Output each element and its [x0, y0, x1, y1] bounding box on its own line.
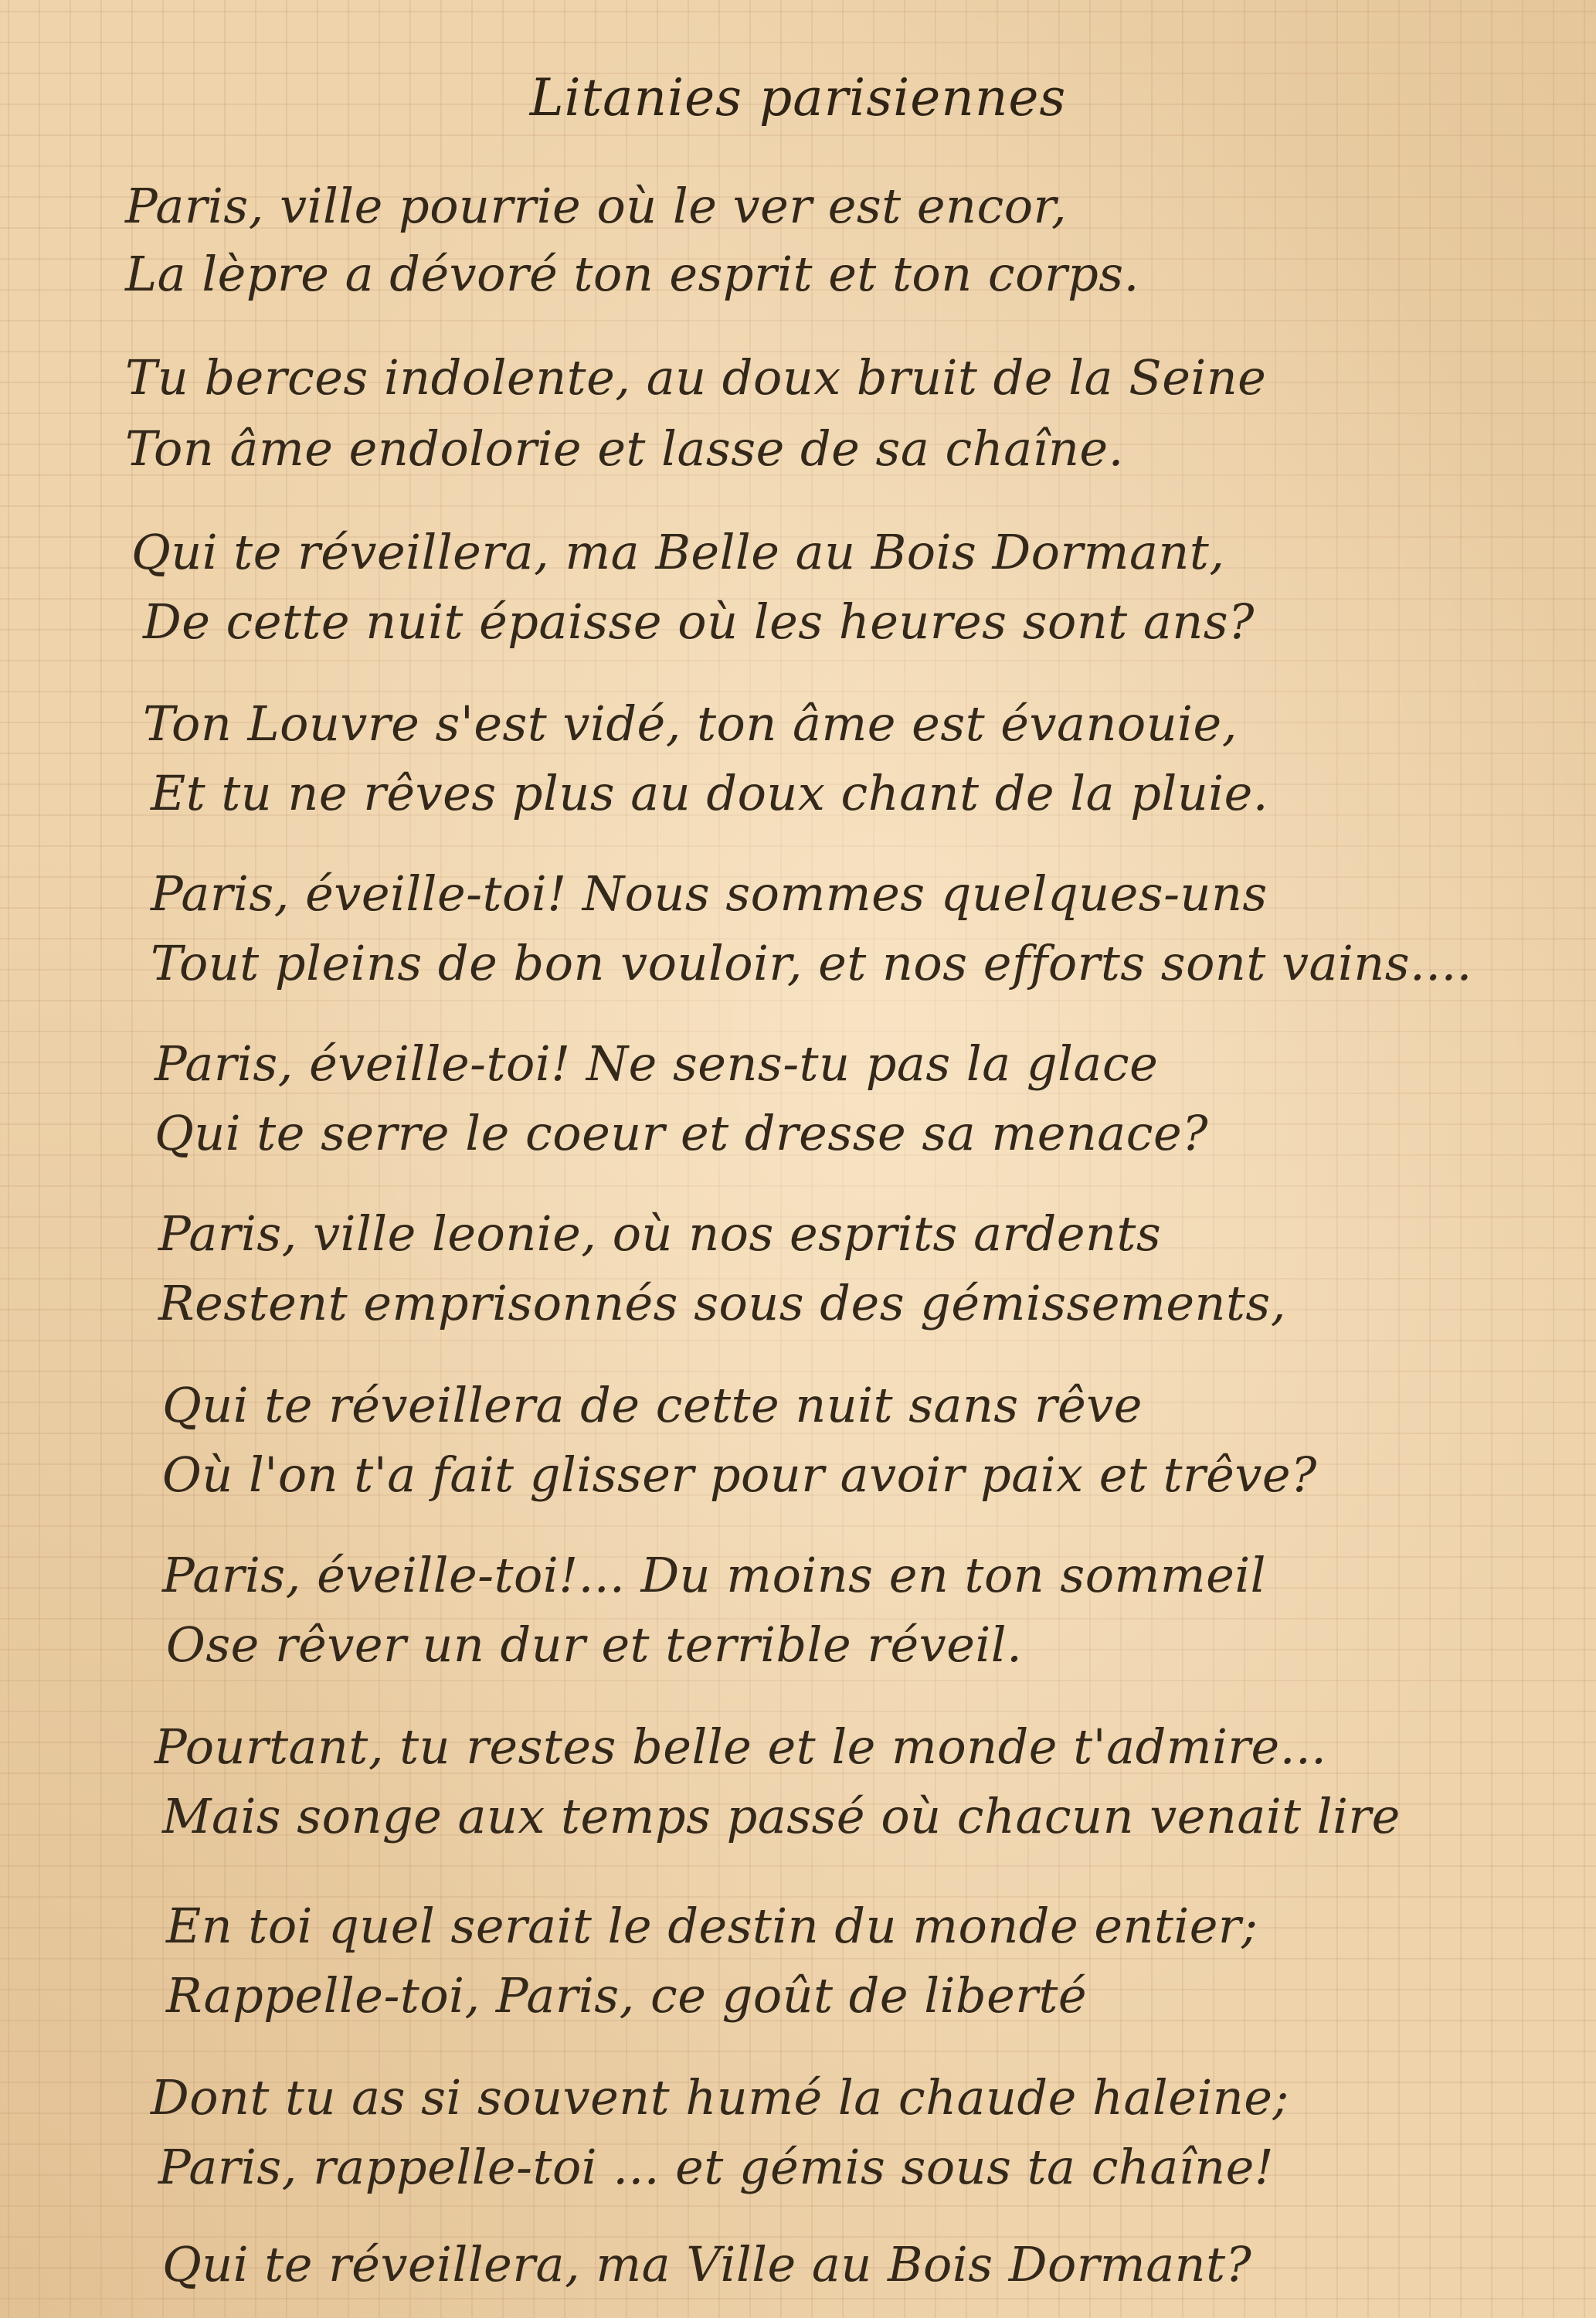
- verse-line: De cette nuit épaisse où les heures sont ans?: [143, 593, 1255, 650]
- verse-line: Paris, éveille-toi!... Du moins en ton sommeil: [162, 1547, 1266, 1603]
- verse-line: Qui te réveillera, ma Belle au Bois Dormant,: [131, 524, 1225, 580]
- verse-line: Paris, ville leonie, où nos esprits ardents: [158, 1205, 1162, 1262]
- verse-line: Paris, éveille-toi! Ne sens-tu pas la glace: [155, 1035, 1159, 1092]
- verse-line: En toi quel serait le destin du monde entier;: [166, 1898, 1258, 1954]
- verse-line: Mais songe aux temps passé où chacun venait lire: [162, 1788, 1401, 1844]
- verse-line: Où l'on t'a fait glisser pour avoir paix et trêve?: [162, 1446, 1317, 1503]
- verse-line: Ose rêver un dur et terrible réveil.: [166, 1616, 1023, 1673]
- verse-line: La lèpre a dévoré ton esprit et ton corps.: [125, 246, 1139, 302]
- verse-line: Dont tu as si souvent humé la chaude haleine;: [151, 2069, 1289, 2126]
- verse-line: Tu berces indolente, au doux bruit de la Seine: [125, 349, 1267, 406]
- verse-line: Qui te réveillera de cette nuit sans rêve: [162, 1377, 1143, 1433]
- verse-line: Restent emprisonnés sous des gémissements,: [158, 1275, 1286, 1331]
- verse-line: Rappelle-toi, Paris, ce goût de liberté: [166, 1967, 1088, 2024]
- verse-line: Tout pleins de bon vouloir, et nos efforts sont vains....: [151, 935, 1472, 991]
- verse-line: Qui te réveillera, ma Ville au Bois Dormant?: [162, 2236, 1252, 2293]
- verse-line: Ton Louvre s'est vidé, ton âme est évanouie,: [143, 695, 1238, 752]
- verse-line: Paris, ville pourrie où le ver est encor,: [125, 178, 1068, 234]
- verse-line: Paris, éveille-toi! Nous sommes quelques-uns: [151, 865, 1268, 922]
- verse-line: Et tu ne rêves plus au doux chant de la pluie.: [151, 765, 1268, 821]
- verse-line: Pourtant, tu restes belle et le monde t'admire...: [155, 1718, 1327, 1775]
- verse-line: Qui te serre le coeur et dresse sa menace?: [155, 1105, 1208, 1161]
- poem-title: Litanies parisiennes: [529, 68, 1067, 127]
- verse-line: Ton âme endolorie et lasse de sa chaîne.: [125, 420, 1124, 477]
- verse-line: Paris, rappelle-toi ... et gémis sous ta chaîne!: [158, 2139, 1275, 2195]
